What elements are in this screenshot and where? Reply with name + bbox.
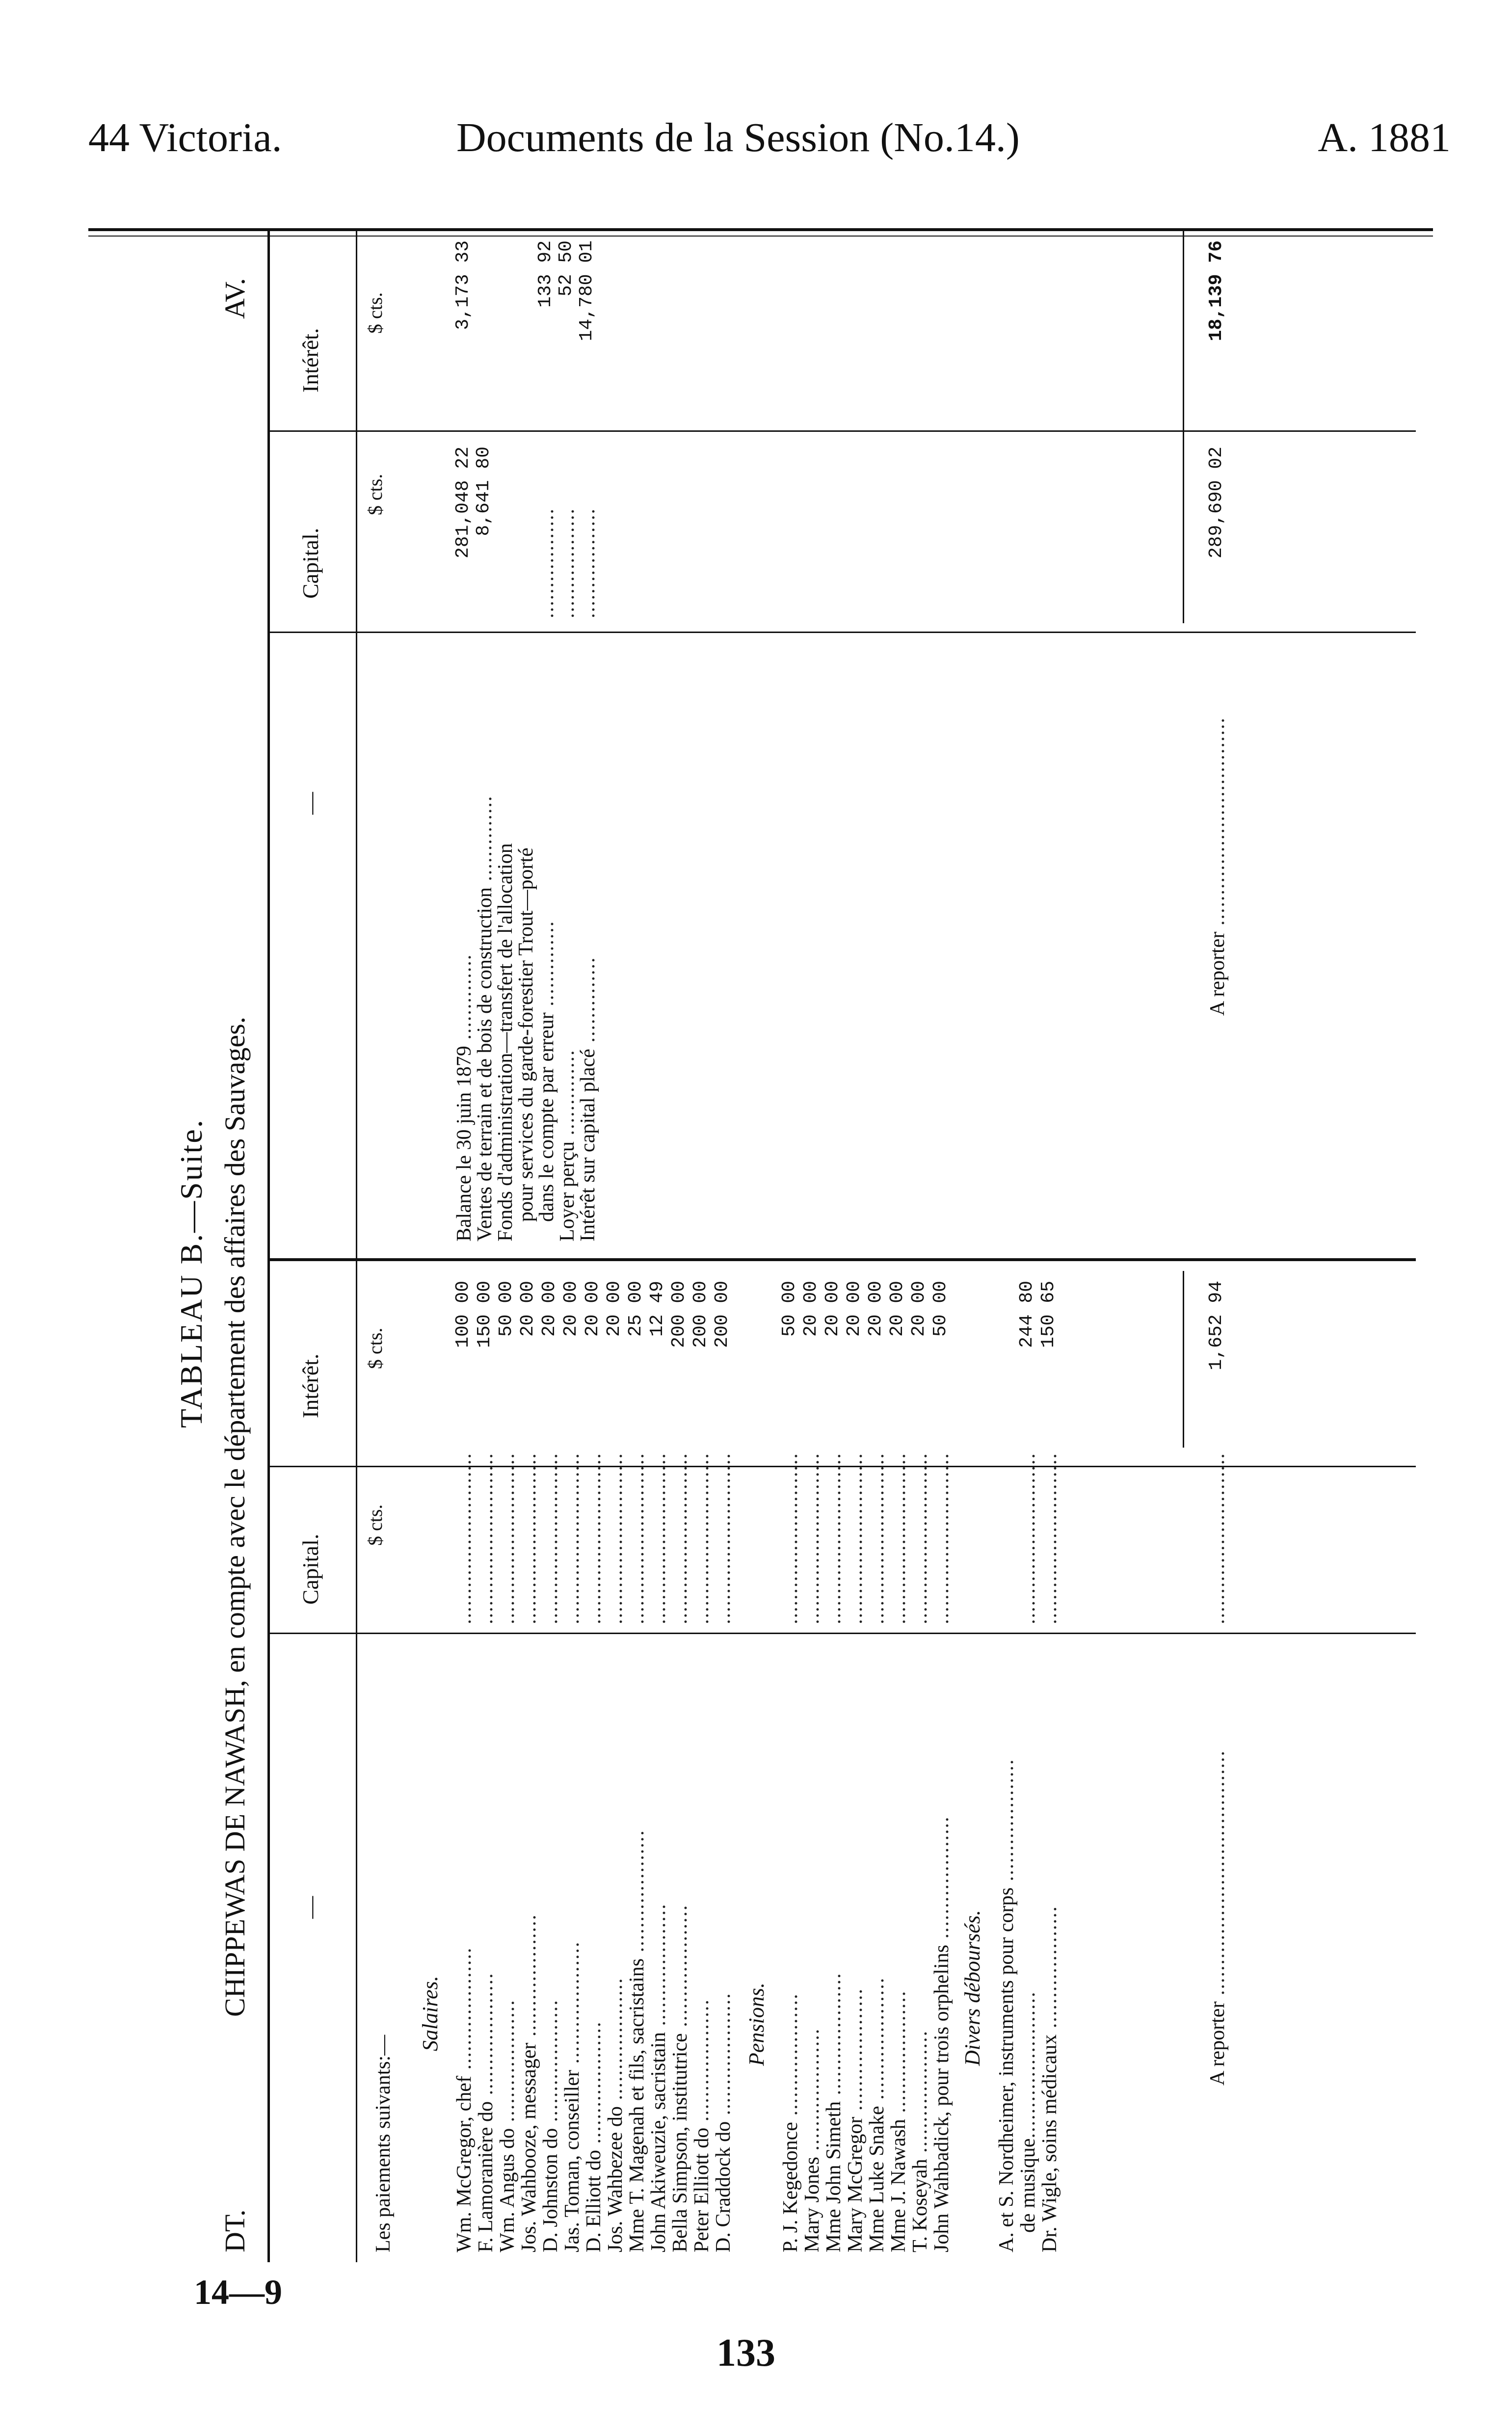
ledger-row-label <box>540 1999 561 2252</box>
page-number: 133 <box>716 2331 775 2375</box>
capital-leader-dots: ............................ <box>518 1453 540 1624</box>
capital-leader-dots: ............................ <box>844 1453 867 1624</box>
interet-value: 50 00 <box>779 1281 800 1337</box>
credit-row-text: Intérêt sur capital placé <box>577 1049 599 1242</box>
debit-total-interet: 1,652 94 <box>1206 1281 1227 1371</box>
ledger-row-text: Jos. Wahbooze, messager <box>518 2042 540 2252</box>
capital-leader-dots: ............................ <box>647 1453 670 1624</box>
leader-dots: .................... <box>518 1914 540 2043</box>
running-header-left: 44 Victoria. <box>88 115 282 160</box>
interet-value: 200 00 <box>668 1281 690 1348</box>
ledger-row-label <box>691 1999 712 2252</box>
column-header-rule <box>356 231 357 2262</box>
capital-leader-dots: ............................ <box>690 1453 713 1624</box>
capital-leader-dots: ............................ <box>626 1453 648 1624</box>
interet-value: 20 00 <box>800 1281 822 1337</box>
interet-value: 20 00 <box>887 1281 908 1337</box>
credit-interet-value: 14,780 01 <box>576 240 597 342</box>
ledger-row-label <box>476 1972 496 2252</box>
leader-dots: .................... <box>690 1999 713 2128</box>
credit-row-text: Balance le 30 juin 1879 <box>453 1046 476 1242</box>
signature-mark: 14—9 <box>194 2272 282 2312</box>
credit-total-label-text: A reporter <box>1206 931 1229 1016</box>
interet-value: 12 49 <box>647 1281 668 1337</box>
interet-value: 20 00 <box>517 1281 538 1337</box>
credit-row-label <box>557 1049 578 1242</box>
ledger-row-text: Wm. McGregor, chef <box>453 2076 476 2252</box>
interet-value: 244 80 <box>1016 1281 1037 1348</box>
ledger-row-label-continued <box>1018 1991 1038 2233</box>
ledger-row-text: Dr. Wigle, soins médicaux <box>1038 2034 1061 2252</box>
ledger-row-label <box>823 1972 844 2252</box>
credit-total-label <box>1207 717 1228 1016</box>
credit-interet-value: 3,173 33 <box>452 240 474 330</box>
credit-tag: AV. <box>219 278 251 319</box>
ledger-row-text: Mary Jones <box>801 2157 823 2252</box>
capital-leader-dots: ............................ <box>887 1453 910 1624</box>
ledger-row-label <box>670 1904 690 2252</box>
leader-dots: .............. <box>474 795 496 888</box>
ledger-row-text: Mme Luke Snake <box>866 2106 888 2252</box>
capital-leader-dots: ............................ <box>801 1453 823 1624</box>
credit-row-label-continued <box>516 847 536 1222</box>
capital-leader-dots: ............................ <box>712 1453 735 1624</box>
leader-dots: .................................. <box>1206 717 1229 932</box>
interet-value: 20 00 <box>582 1281 603 1337</box>
ledger-row-label <box>497 1999 518 2252</box>
ledger-row-label <box>910 2030 930 2252</box>
ledger-row-text: Jas. Toman, conseiller <box>561 2070 584 2252</box>
interet-value: 150 65 <box>1038 1281 1059 1348</box>
credit-row-text: pour services du garde-forestier Trout—porté <box>515 847 537 1222</box>
credit-capital-header: Capital. <box>298 528 323 599</box>
capital-leader-dots: ............................ <box>1038 1453 1061 1624</box>
subtitle-text: CHIPPEWAS DE NAWASH, en compte avec le département des affaires des Sauvages. <box>219 1016 251 2017</box>
center-divider <box>267 1258 1416 1261</box>
debit-total-label-text: A reporter <box>1206 2001 1229 2086</box>
debit-interet-units: $ cts. <box>364 1327 386 1369</box>
leader-dots: .................... <box>561 1941 584 2070</box>
capital-leader-dots: ............................ <box>475 1453 497 1624</box>
running-header-right: A. 1881 <box>1318 115 1451 160</box>
interet-value: 50 00 <box>930 1281 951 1337</box>
credit-row-text: Fonds d'administration—transfert de l'allocation <box>494 843 517 1242</box>
interet-value: 20 00 <box>865 1281 886 1337</box>
divers-heading: Divers déboursés. <box>960 1910 984 2066</box>
credit-total-interet: 18,139 76 <box>1206 240 1227 342</box>
ledger-row-label <box>867 1977 887 2252</box>
credit-col-rule-1 <box>267 632 1416 633</box>
interet-value: 100 00 <box>452 1281 474 1348</box>
ledger-row-text: D. Elliott do <box>583 2150 605 2252</box>
leader-dots: .................... <box>626 1829 648 1958</box>
credit-capital-value: 281,048 22 <box>452 447 474 559</box>
leader-dots: .................... <box>669 1904 691 2034</box>
interet-value: 50 00 <box>496 1281 517 1337</box>
ledger-row-label <box>802 2028 822 2252</box>
credit-row-text: Loyer perçu <box>556 1141 579 1242</box>
ledger-row-text: Mary McGregor <box>844 2116 867 2252</box>
leader-dots: .............. <box>535 920 558 1013</box>
capital-leader-dots: ............................ <box>866 1453 888 1624</box>
ledger-row-text: T. Koseyah <box>909 2159 931 2252</box>
capital-leader-dots: ............................ <box>539 1453 562 1624</box>
capital-leader-dots: ............................ <box>669 1453 691 1624</box>
ledger-row-text: F. Lamoranière do <box>475 2101 497 2252</box>
ledger-row-label <box>627 1829 647 2252</box>
leader-dots: .................... <box>801 2028 823 2157</box>
leader-dots: .............. <box>453 953 476 1046</box>
pensions-heading: Pensions. <box>744 1982 769 2066</box>
ledger-row-text: D. Johnston do <box>539 2128 562 2252</box>
ledger-row-text: John Akiweuzie, sacristain <box>647 2032 670 2252</box>
leader-dots: .................... <box>909 2030 931 2159</box>
debit-intro: Les paiements suivants:— <box>372 2035 395 2252</box>
ledger-row-text: Mme T. Magenah et fils, sacristains <box>626 1958 648 2252</box>
interet-value: 20 00 <box>560 1281 582 1337</box>
interet-value: 200 00 <box>690 1281 711 1348</box>
interet-value: 200 00 <box>712 1281 733 1348</box>
debit-capital-units: $ cts. <box>364 1504 386 1546</box>
leader-dots: .................... <box>475 1972 497 2101</box>
capital-leader-dots: .................. <box>556 508 579 618</box>
ledger-row-label <box>648 1903 669 2252</box>
ledger-row-text: D. Craddock do <box>712 2121 735 2252</box>
leader-dots: .................... <box>1038 1905 1061 2035</box>
leader-dots: .................... <box>583 2021 605 2150</box>
credit-total-rule <box>1183 231 1184 623</box>
ledger-row-label <box>1039 1905 1060 2252</box>
leader-dots: ........................................ <box>1206 1750 1229 2002</box>
interet-value: 20 00 <box>908 1281 929 1337</box>
leader-dots: .................... <box>779 1993 802 2122</box>
capital-leader-dots: ............................ <box>909 1453 931 1624</box>
capital-leader-dots: ............................ <box>496 1453 519 1624</box>
interet-value: 25 00 <box>625 1281 646 1337</box>
ledger-row-label <box>713 1992 734 2252</box>
credit-row-label <box>454 954 475 1242</box>
rotated-account-table <box>172 231 1418 2262</box>
ledger-row-text: Peter Elliott do <box>690 2127 713 2252</box>
debit-total-capital-dots: ............................ <box>1206 1453 1229 1624</box>
leader-dots: ........................ <box>1017 1991 1039 2139</box>
ledger-row-label <box>996 1759 1017 2252</box>
interet-value: 20 00 <box>844 1281 865 1337</box>
debit-total-label <box>1207 1750 1228 2086</box>
ledger-row-text: Mme John Simeth <box>822 2101 845 2252</box>
debit-total-rule <box>1183 1271 1184 1448</box>
debit-interet-header: Intérêt. <box>298 1353 323 1418</box>
table-title: TABLEAU B.—Suite. <box>174 1118 209 1428</box>
interet-value: 20 00 <box>539 1281 560 1337</box>
leader-dots: .................... <box>930 1816 953 1945</box>
ledger-row-text: Bella Simpson, institutrice <box>669 2033 691 2252</box>
leader-dots: .................... <box>844 1988 867 2117</box>
credit-interet-value: 133 92 <box>535 240 556 308</box>
leader-dots: .................... <box>539 1999 562 2128</box>
ledger-row-label <box>605 1978 626 2252</box>
credit-row-label <box>495 843 516 1242</box>
leader-dots: .............. <box>577 956 599 1049</box>
ledger-row-label <box>780 1993 801 2252</box>
ledger-row-text: John Wahbadick, pour trois orphelins <box>930 1945 953 2252</box>
credit-row-label-continued <box>536 921 557 1222</box>
salaires-heading: Salaires. <box>418 1976 442 2051</box>
ledger-row-text: Jos. Wahbezee do <box>604 2106 627 2252</box>
debit-capital-header: Capital. <box>298 1533 323 1605</box>
credit-interet-units: $ cts. <box>364 292 386 334</box>
interet-value: 150 00 <box>474 1281 495 1348</box>
leader-dots: .................... <box>712 1992 735 2121</box>
leader-dots: .................... <box>995 1758 1018 1888</box>
capital-leader-dots: .................. <box>577 508 599 618</box>
credit-interet-header: Intérêt. <box>298 328 323 393</box>
table-top-rule <box>267 231 270 2262</box>
debit-tag: DT. <box>219 2209 251 2252</box>
capital-leader-dots: ............................ <box>453 1453 476 1624</box>
leader-dots: .................... <box>453 1947 476 2076</box>
leader-dots: .................... <box>647 1903 670 2032</box>
capital-leader-dots: ............................ <box>1017 1453 1039 1624</box>
ledger-row-label <box>845 1988 866 2252</box>
credit-row-label <box>475 795 495 1242</box>
ledger-row-text: P. J. Kegedonce <box>779 2122 802 2252</box>
leader-dots: .................... <box>887 1990 910 2119</box>
ledger-row-label <box>931 1816 952 2252</box>
debit-dash: — <box>298 1896 323 1919</box>
interet-value: 20 00 <box>604 1281 625 1337</box>
capital-leader-dots: ............................ <box>561 1453 584 1624</box>
leader-dots: .................... <box>866 1977 888 2106</box>
credit-row-label <box>578 957 598 1242</box>
credit-row-text: dans le compte par erreur <box>535 1012 558 1222</box>
ledger-row-label <box>454 1947 475 2252</box>
leader-dots: .................... <box>496 1999 519 2128</box>
ledger-row-label <box>888 1990 909 2252</box>
leader-dots: .............. <box>556 1049 579 1141</box>
credit-total-capital: 289,690 02 <box>1206 447 1227 559</box>
capital-leader-dots: ............................ <box>779 1453 802 1624</box>
credit-dash: — <box>298 792 323 815</box>
table-subtitle <box>221 1017 249 2017</box>
ledger-row-text: Mme J. Nawash <box>887 2119 910 2252</box>
capital-leader-dots: ............................ <box>583 1453 605 1624</box>
ledger-row-label <box>584 2021 604 2252</box>
leader-dots: .................... <box>604 1977 627 2107</box>
ledger-row-text: de musique <box>1017 2138 1039 2233</box>
ledger-row-text: A. et S. Nordheimer, instruments pour corps <box>995 1887 1018 2252</box>
ledger-row-label <box>562 1941 583 2252</box>
ledger-row-label <box>519 1914 539 2252</box>
leader-dots: .................... <box>822 1972 845 2101</box>
credit-interet-value: 52 50 <box>556 240 577 297</box>
capital-leader-dots: .................. <box>535 508 558 618</box>
credit-row-text: Ventes de terrain et de bois de construction <box>474 887 496 1242</box>
credit-capital-units: $ cts. <box>364 474 386 515</box>
interet-value: 20 00 <box>822 1281 843 1337</box>
credit-capital-value: 8,641 80 <box>473 447 494 536</box>
ledger-row-text: Wm. Angus do <box>496 2128 519 2252</box>
debit-col-rule-1 <box>267 1633 1416 1634</box>
running-header-center: Documents de la Session (No.14.) <box>456 115 1020 160</box>
capital-leader-dots: ............................ <box>604 1453 627 1624</box>
capital-leader-dots: ............................ <box>822 1453 845 1624</box>
credit-col-rule-2 <box>267 430 1416 432</box>
capital-leader-dots: ............................ <box>930 1453 953 1624</box>
